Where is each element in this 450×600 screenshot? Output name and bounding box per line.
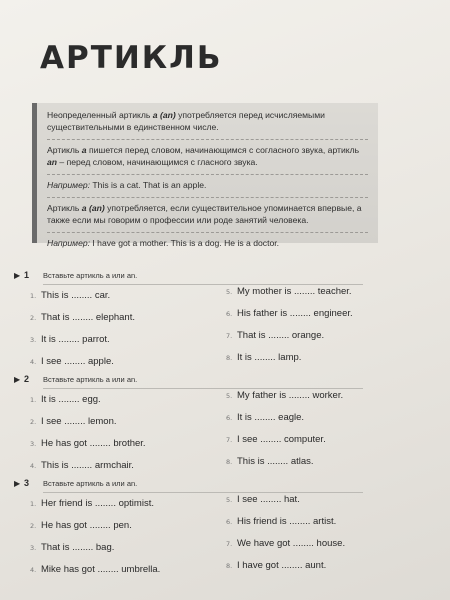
- item-text: This is ........ car.: [41, 290, 111, 301]
- item-text: His friend is ........ artist.: [237, 516, 337, 527]
- divider: [43, 492, 363, 493]
- exercise-item: [30, 312, 135, 334]
- item-text: I see ........ apple.: [41, 356, 114, 367]
- grammar-rule-box: [32, 103, 378, 248]
- item-number: 6.: [226, 310, 233, 318]
- example-text: This is a cat. That is an apple.: [90, 180, 207, 190]
- item-number: 2.: [30, 522, 37, 530]
- divider: [43, 388, 363, 389]
- exercise-header: [14, 374, 414, 388]
- exercise-item: [30, 564, 160, 586]
- item-number: 1.: [30, 292, 37, 300]
- divider: [43, 284, 363, 285]
- item-number: 2.: [30, 314, 37, 322]
- rule-text: употребляется перед исчисляемыми существительными в единственном числе.: [47, 110, 325, 132]
- rule-article: a: [81, 145, 87, 155]
- exercise-number: 3: [24, 478, 30, 488]
- exercise-items-right: [226, 390, 343, 478]
- example-text: I have got a mother. This is a dog. He is a doctor.: [90, 238, 280, 248]
- item-number: 4.: [30, 462, 37, 470]
- item-text: That is ........ bag.: [41, 542, 115, 553]
- item-text: I see ........ computer.: [237, 434, 326, 445]
- exercise-2: [14, 374, 414, 471]
- exercise-item: [30, 416, 146, 438]
- example-label: Например:: [47, 180, 91, 190]
- example-paragraph-1: [47, 174, 368, 191]
- exercise-item: [30, 498, 160, 520]
- exercise-item: [226, 330, 353, 352]
- exercise-item: [226, 560, 345, 582]
- item-number: 8.: [226, 458, 233, 466]
- item-number: 7.: [226, 540, 233, 548]
- rule-paragraph-1: [47, 105, 368, 133]
- item-text: Mike has got ........ umbrella.: [41, 564, 161, 575]
- item-text: My mother is ........ teacher.: [237, 286, 352, 297]
- item-number: 6.: [226, 518, 233, 526]
- rule-article: a (an): [81, 203, 105, 213]
- rule-paragraph-2: [47, 139, 368, 168]
- item-text: I have got ........ aunt.: [237, 560, 327, 571]
- rule-article: a (an): [152, 110, 176, 120]
- item-number: 1.: [30, 500, 37, 508]
- item-text: It is ........ lamp.: [237, 352, 302, 363]
- item-number: 7.: [226, 436, 233, 444]
- rule-text: пишется перед словом, начинающимся с согласного звука, артикль: [86, 145, 360, 155]
- example-label: Например:: [47, 238, 91, 248]
- item-number: 4.: [30, 358, 37, 366]
- exercise-item: [30, 334, 135, 356]
- exercise-item: [226, 286, 353, 308]
- item-number: 8.: [226, 354, 233, 362]
- page-title: АРТИКЛЬ: [40, 40, 223, 76]
- item-text: I see ........ lemon.: [41, 416, 117, 427]
- exercise-item: [226, 456, 343, 478]
- item-number: 1.: [30, 396, 37, 404]
- item-number: 5.: [226, 496, 233, 504]
- exercise-item: [226, 308, 353, 330]
- item-text: It is ........ eagle.: [237, 412, 305, 423]
- exercise-items-right: [226, 494, 345, 582]
- exercise-item: [30, 542, 160, 564]
- exercise-header: [14, 478, 414, 492]
- item-text: It is ........ parrot.: [41, 334, 110, 345]
- exercise-item: [226, 434, 343, 456]
- item-text: We have got ........ house.: [237, 538, 346, 549]
- arrow-icon: ▶: [14, 271, 21, 280]
- item-text: His father is ........ engineer.: [237, 308, 353, 319]
- item-text: My father is ........ worker.: [237, 390, 344, 401]
- exercise-items-left: [30, 290, 135, 378]
- exercise-item: [30, 290, 135, 312]
- item-text: Her friend is ........ optimist.: [41, 498, 154, 509]
- exercise-3: [14, 478, 414, 575]
- item-text: He has got ........ pen.: [41, 520, 132, 531]
- item-number: 3.: [30, 544, 37, 552]
- exercise-items-left: [30, 498, 160, 586]
- item-text: That is ........ elephant.: [41, 312, 135, 323]
- exercise-header: [14, 270, 414, 284]
- exercise-item: [30, 520, 160, 542]
- item-number: 4.: [30, 566, 37, 574]
- exercise-items-right: [226, 286, 353, 374]
- rule-paragraph-3: [47, 197, 368, 226]
- exercise-item: [226, 390, 343, 412]
- arrow-icon: ▶: [14, 375, 21, 384]
- arrow-icon: ▶: [14, 479, 21, 488]
- exercise-task: Вставьте артикль a или an.: [43, 479, 138, 488]
- example-paragraph-2: [47, 232, 368, 249]
- exercise-item: [226, 352, 353, 374]
- rule-text: Неопределенный артикль: [47, 110, 153, 120]
- item-number: 2.: [30, 418, 37, 426]
- exercise-item: [226, 412, 343, 434]
- exercise-item: [226, 538, 345, 560]
- item-text: It is ........ egg.: [41, 394, 101, 405]
- exercise-items-left: [30, 394, 146, 482]
- item-number: 5.: [226, 392, 233, 400]
- item-number: 3.: [30, 440, 37, 448]
- rule-text: Артикль: [47, 203, 82, 213]
- item-text: That is ........ orange.: [237, 330, 325, 341]
- item-number: 8.: [226, 562, 233, 570]
- rule-article: an: [47, 157, 58, 167]
- item-text: He has got ........ brother.: [41, 438, 146, 449]
- exercise-1: [14, 270, 414, 367]
- exercise-item: [30, 438, 146, 460]
- rule-text: Артикль: [47, 145, 82, 155]
- item-number: 5.: [226, 288, 233, 296]
- item-text: This is ........ armchair.: [41, 460, 134, 471]
- exercise-task: Вставьте артикль a или an.: [43, 375, 138, 384]
- exercise-item: [226, 516, 345, 538]
- item-number: 7.: [226, 332, 233, 340]
- item-number: 3.: [30, 336, 37, 344]
- exercise-item: [30, 394, 146, 416]
- item-text: This is ........ atlas.: [237, 456, 314, 467]
- exercise-task: Вставьте артикль a или an.: [43, 271, 138, 280]
- exercise-number: 2: [24, 374, 30, 384]
- rule-text: употребляется, если существительное упоминается впервые, а также если мы говорим о профессии или роде занятий человека.: [47, 203, 362, 225]
- rule-text: – перед словом, начинающимся с гласного звука.: [57, 157, 258, 167]
- item-number: 6.: [226, 414, 233, 422]
- item-text: I see ........ hat.: [237, 494, 300, 505]
- exercise-number: 1: [24, 270, 30, 280]
- exercise-item: [226, 494, 345, 516]
